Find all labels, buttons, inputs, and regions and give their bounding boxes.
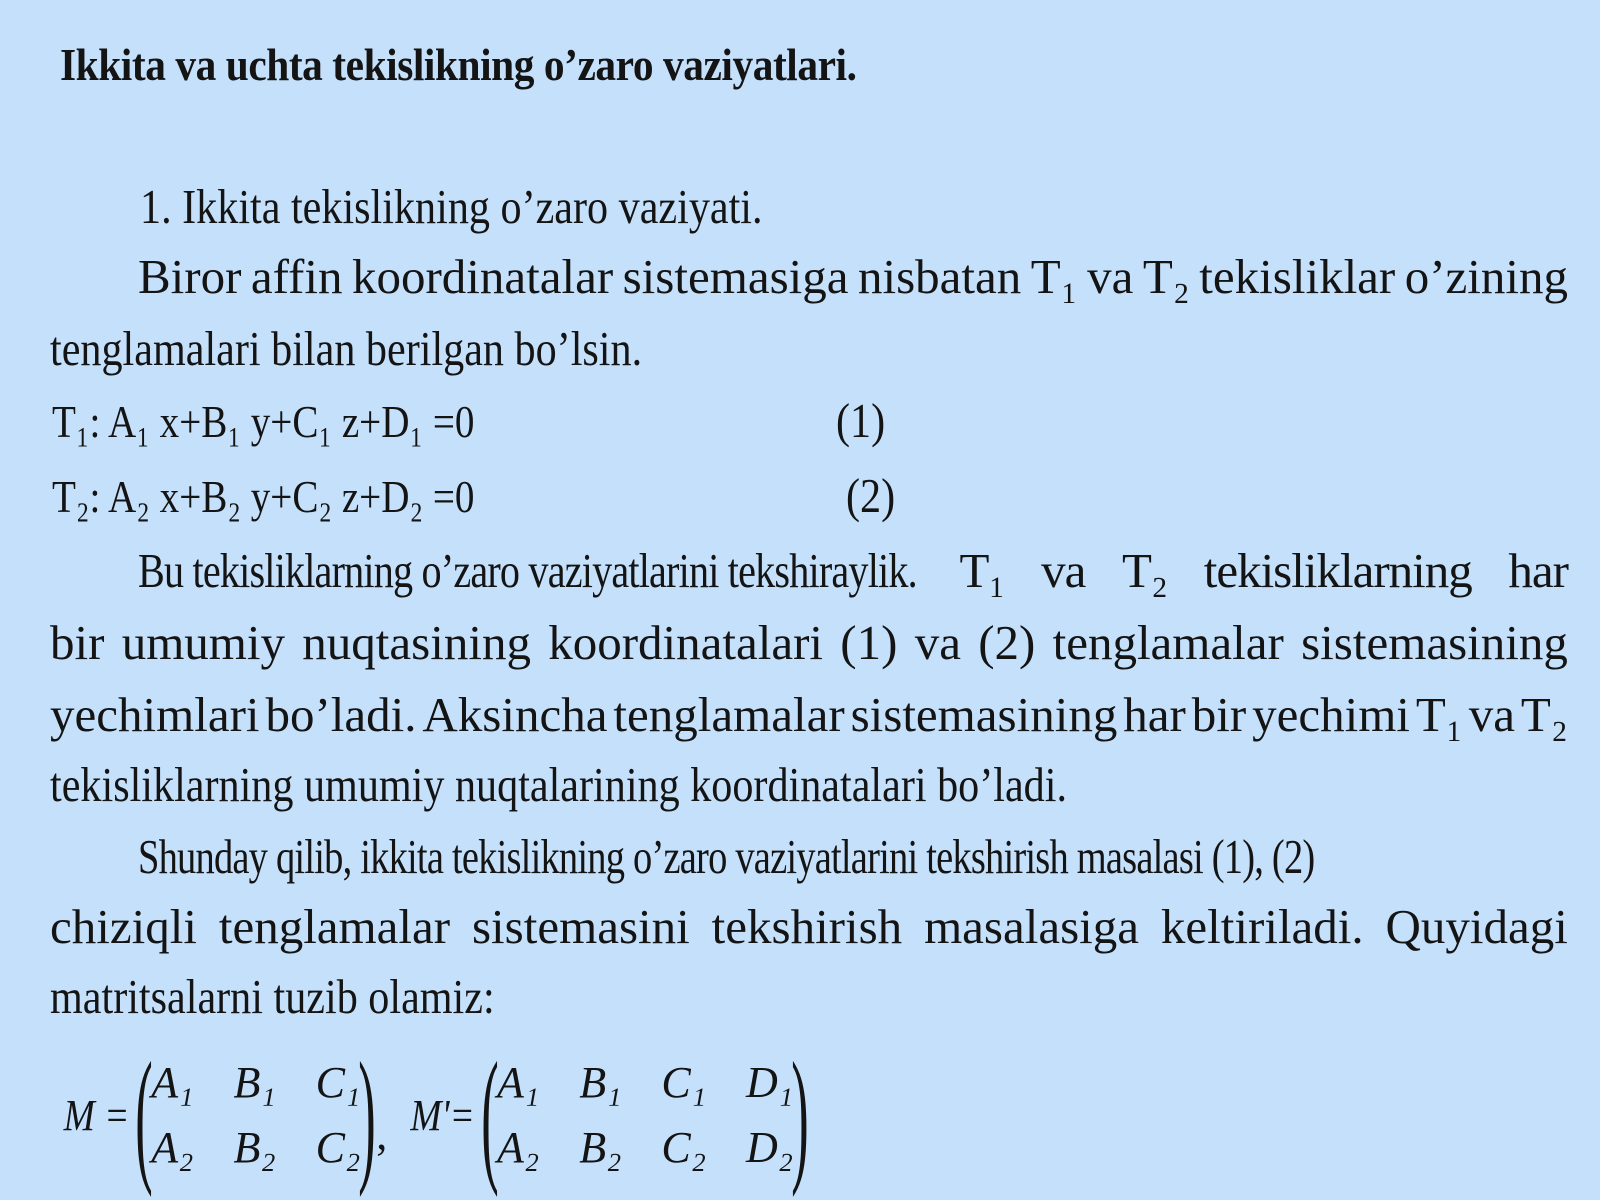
word: koordinatalari xyxy=(548,615,824,670)
word: (1) xyxy=(840,615,898,670)
word: sistemasining xyxy=(850,687,1118,742)
matrix-separator: , xyxy=(376,1110,388,1159)
word: Aksincha xyxy=(422,687,608,742)
word: har xyxy=(1123,687,1186,742)
word: Bu tekisliklarning o’zaro vaziyatlarini tekshiraylik. xyxy=(138,543,917,598)
matrix-m xyxy=(151,1057,360,1173)
left-paren: ( xyxy=(481,1032,499,1198)
left-paren: ( xyxy=(135,1032,154,1198)
matrix-cell: B₁ xyxy=(579,1058,622,1107)
word: tekisliklar xyxy=(1199,249,1396,304)
word: T₂ xyxy=(1520,687,1568,742)
word: nuqtasining xyxy=(302,615,531,670)
para1-line2: tenglamalari bilan berilgan bo’lsin. xyxy=(50,321,643,376)
para3-line1: Shunday qilib, ikkita tekislikning o’zaro vaziyatlarini tekshirish masalasi (1), (2) xyxy=(138,829,1315,884)
para2-line3 xyxy=(50,686,1568,743)
matrix-cell: A₁ xyxy=(151,1058,194,1107)
word: va xyxy=(1041,543,1086,598)
word: va xyxy=(1468,687,1515,742)
matrix-cell: A₂ xyxy=(151,1123,194,1172)
word: sistemasining xyxy=(1301,615,1568,670)
word: yechimi xyxy=(1252,687,1410,742)
word: chiziqli xyxy=(50,899,197,954)
para3-line2 xyxy=(50,898,1568,955)
matrix-cell: D₁ xyxy=(746,1058,794,1107)
word: keltiriladi. xyxy=(1160,899,1364,954)
word: affin xyxy=(250,249,343,304)
word: yechimlari xyxy=(50,687,260,742)
matrix-m-label: M = xyxy=(63,1090,130,1140)
word: T₁ xyxy=(1030,249,1078,304)
word: Quyidagi xyxy=(1385,899,1568,954)
word: sistemasiga xyxy=(622,249,849,304)
equation-1: T₁: A₁ x+B₁ y+C₁ z+D₁ =0 xyxy=(52,396,475,447)
word: va xyxy=(914,615,961,670)
matrix-cell: C₂ xyxy=(661,1123,707,1172)
matrix-cell: B₁ xyxy=(233,1058,276,1107)
word: masalasiga xyxy=(924,899,1140,954)
word: (2) xyxy=(978,615,1036,670)
para3-line3: matritsalarni tuzib olamiz: xyxy=(50,969,495,1024)
matrix-cell: A₁ xyxy=(497,1058,540,1107)
word: T₂ xyxy=(1142,249,1190,304)
matrix-cell: C₁ xyxy=(661,1058,707,1107)
matrix-mprime xyxy=(497,1057,793,1173)
matrix-cell: C₁ xyxy=(315,1058,361,1107)
word: va xyxy=(1087,249,1134,304)
word: sistemasini xyxy=(471,899,690,954)
matrix-cell: B₂ xyxy=(233,1123,276,1172)
para2-line2 xyxy=(50,614,1568,671)
word: T₁ xyxy=(1415,687,1463,742)
word: koordinatalar xyxy=(351,249,614,304)
para1-line1 xyxy=(138,248,1568,305)
right-paren: ) xyxy=(791,1032,809,1198)
page-title: Ikkita va uchta tekislikning o’zaro vaziyatlari. xyxy=(60,39,857,90)
equation-1-number: (1) xyxy=(835,393,886,448)
word: bir xyxy=(50,615,105,670)
section-heading: 1. Ikkita tekislikning o’zaro vaziyati. xyxy=(140,179,763,234)
word: tenglamalar xyxy=(218,899,451,954)
word: bir xyxy=(1191,687,1247,742)
matrix-mprime-label: M'= xyxy=(410,1090,476,1140)
word: tenglamalar xyxy=(613,687,845,742)
matrix-cell: C₂ xyxy=(315,1123,361,1172)
right-paren: ) xyxy=(358,1032,377,1198)
word: tenglamalar xyxy=(1052,615,1284,670)
matrix-cell: A₂ xyxy=(497,1123,540,1172)
para2-line1 xyxy=(138,542,1568,599)
word: umumiy xyxy=(121,615,286,670)
word: tekshirish xyxy=(711,899,903,954)
word: T₁ xyxy=(959,543,1005,598)
word: o’zining xyxy=(1404,249,1568,304)
matrix-cell: B₂ xyxy=(579,1123,622,1172)
word: T₂ xyxy=(1122,543,1168,598)
matrix-row xyxy=(52,1032,809,1198)
matrix-cell: D₂ xyxy=(746,1123,794,1172)
word: Biror xyxy=(138,249,242,304)
word: tekisliklarning xyxy=(1203,543,1472,598)
word: bo’ladi. xyxy=(265,687,417,742)
equation-2-number: (2) xyxy=(845,468,896,523)
word: har xyxy=(1508,543,1568,598)
equation-2: T₂: A₂ x+B₂ y+C₂ z+D₂ =0 xyxy=(52,471,475,522)
word: nisbatan xyxy=(857,249,1022,304)
para2-line4: tekisliklarning umumiy nuqtalarining koordinatalari bo’ladi. xyxy=(50,757,1068,812)
